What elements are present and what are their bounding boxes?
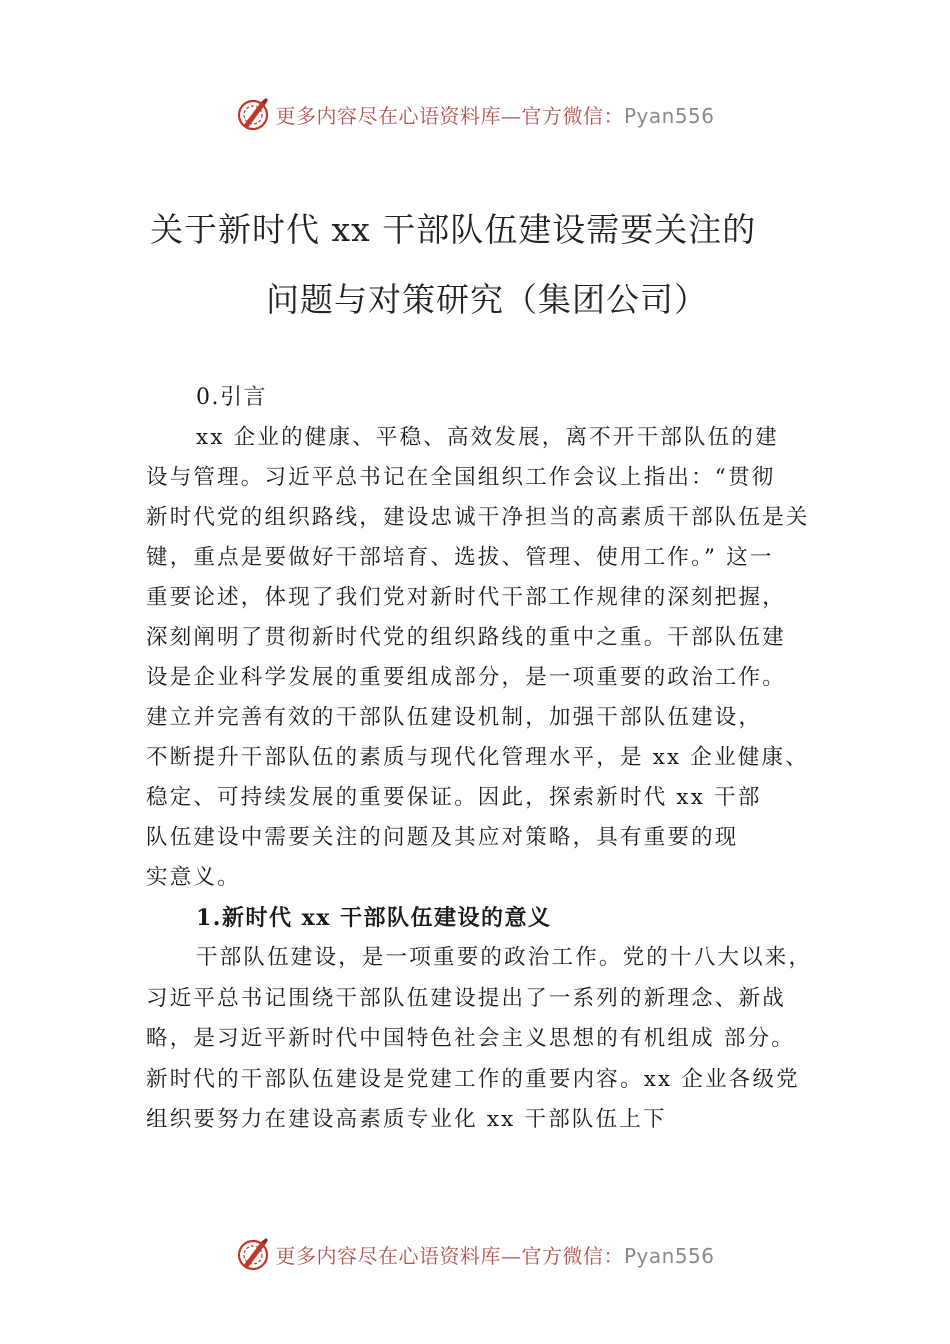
paragraph-line: xx 企业的健康、平稳、高效发展，离不开干部队伍的建 — [196, 425, 779, 450]
document-title-line-1: 关于新时代 xx 干部队伍建设需要关注的 — [150, 210, 757, 249]
section-1-heading: 1.新时代 xx 干部队伍建设的意义 — [196, 905, 552, 931]
watermark-text: 更多内容尽在心语资料库 — [275, 103, 501, 128]
paragraph-line: 不断提升干部队伍的素质与现代化管理水平，是 xx 企业健康、 — [146, 745, 809, 770]
paragraph-line: 设与管理。习近平总书记在全国组织工作会议上指出：“贯彻 — [146, 465, 776, 490]
watermark-wechat-id: Pyan556 — [623, 103, 715, 128]
watermark-wechat-label: 官方微信： — [521, 103, 624, 128]
document-body — [146, 378, 826, 1141]
paragraph-line: 实意义。 — [146, 865, 241, 890]
paragraph-line: 重要论述，体现了我们党对新时代干部工作规律的深刻把握， — [146, 585, 786, 610]
paragraph-line: 干部队伍建设，是一项重要的政治工作。党的十八大以来， — [196, 945, 813, 970]
paragraph-line: 新时代的干部队伍建设是党建工作的重要内容。xx 企业各级党 — [146, 1066, 800, 1092]
paragraph-line: 新时代党的组织路线，建设忠诚干净担当的高素质干部队伍是关 — [146, 505, 810, 530]
watermark-dash: — — [500, 103, 522, 128]
paragraph-line: 习近平总书记围绕干部队伍建设提出了一系列的新理念、新战 — [146, 985, 786, 1011]
paragraph-line: 组织要努力在建设高素质专业化 xx 干部队伍上下 — [146, 1107, 667, 1132]
footer-watermark — [0, 1234, 950, 1274]
header-watermark — [0, 94, 950, 134]
pen-logo-icon — [235, 1236, 271, 1272]
watermark-text: 更多内容尽在心语资料库 — [275, 1243, 501, 1268]
watermark-wechat-label: 官方微信： — [521, 1243, 624, 1268]
paragraph-line: 队伍建设中需要关注的问题及其应对策略，具有重要的现 — [146, 825, 739, 850]
paragraph-line: 稳定、可持续发展的重要保证。因此，探索新时代 xx 干部 — [146, 785, 762, 810]
pen-logo-icon — [235, 96, 271, 132]
document-title-line-2: 问题与对策研究（集团公司） — [266, 280, 708, 319]
watermark-dash: — — [500, 1243, 522, 1268]
paragraph-line: 键，重点是要做好干部培育、选拔、管理、使用工作。” 这一 — [146, 545, 774, 570]
watermark-wechat-id: Pyan556 — [623, 1243, 715, 1268]
section-0-heading: 0.引言 — [196, 385, 267, 410]
paragraph-line: 深刻阐明了贯彻新时代党的组织路线的重中之重。干部队伍建 — [146, 625, 786, 650]
paragraph-line: 建立并完善有效的干部队伍建设机制，加强干部队伍建设， — [146, 705, 763, 730]
paragraph-line: 设是企业科学发展的重要组成部分，是一项重要的政治工作。 — [146, 665, 786, 690]
paragraph-line: 略，是习近平新时代中国特色社会主义思想的有机组成 部分。 — [146, 1026, 795, 1051]
